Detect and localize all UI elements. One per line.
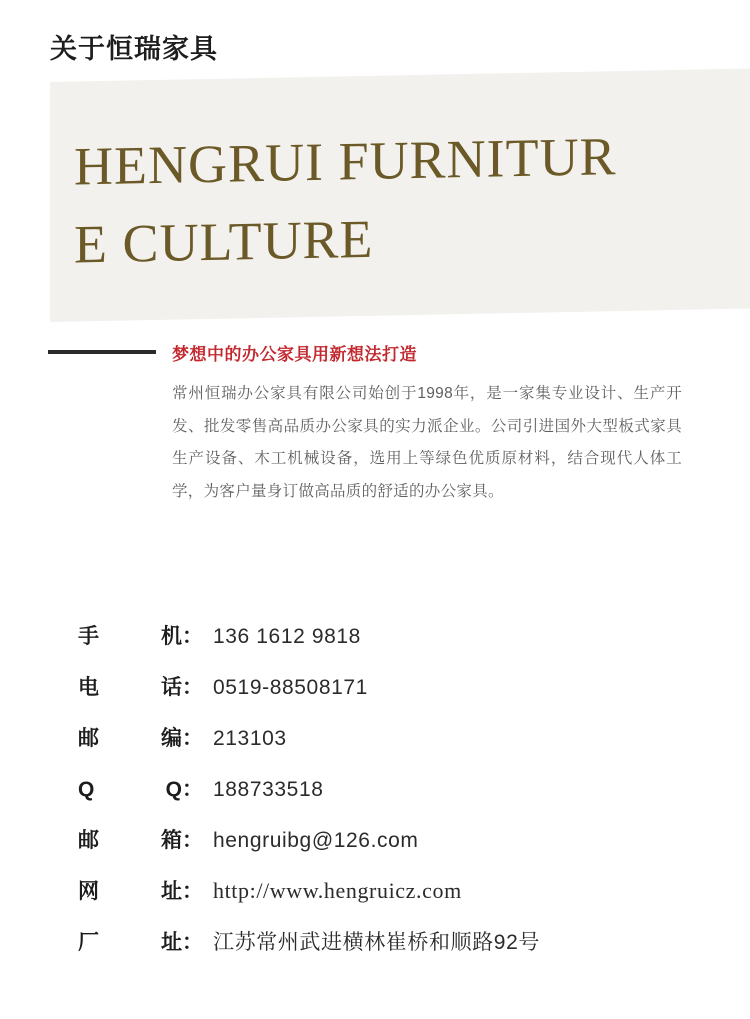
contact-label-mobile <box>78 620 182 650</box>
contact-value-address: 江苏常州武进横林崔桥和顺路92号 <box>213 931 540 954</box>
contact-value-postcode: 213103 <box>213 727 287 750</box>
contact-label-postcode <box>78 722 182 752</box>
contact-label-phone <box>78 671 182 701</box>
contact-colon-postcode: ： <box>182 727 203 750</box>
contact-label-qq <box>78 778 182 802</box>
contact-label-email <box>78 824 182 854</box>
contact-label-website <box>78 875 182 905</box>
contact-row-phone <box>78 671 718 701</box>
divider-rule <box>48 350 156 354</box>
culture-banner-content <box>50 83 710 316</box>
contact-row-address <box>78 926 718 956</box>
contact-colon-website: ： <box>182 880 203 903</box>
contact-list <box>78 620 718 977</box>
contact-label-email-char2: 箱 <box>161 829 182 852</box>
contact-value-qq[interactable]: 188733518 <box>213 778 324 801</box>
contact-value-mobile[interactable]: 136 1612 9818 <box>213 625 361 648</box>
contact-label-postcode-char1: 邮 <box>78 727 99 750</box>
contact-label-address-char2: 址 <box>161 931 182 954</box>
contact-label-qq-char1: Q <box>78 778 95 801</box>
page-title: 关于恒瑞家具 <box>50 34 218 64</box>
company-slogan: 梦想中的办公家具用新想法打造 <box>172 345 417 364</box>
contact-colon-address: ： <box>182 931 203 954</box>
contact-label-address <box>78 926 182 956</box>
contact-row-email <box>78 824 718 854</box>
contact-label-website-char1: 网 <box>78 880 99 903</box>
contact-value-phone[interactable]: 0519-88508171 <box>213 676 368 699</box>
contact-colon-qq: ： <box>182 778 203 801</box>
company-introduction: 常州恒瑞办公家具有限公司始创于1998年，是一家集专业设计、生产开发、批发零售高品质办公家具的实力派企业。公司引进国外大型板式家具生产设备、木工机械设备，选用上等绿色优质原材料，结合现代人体工学，为客户量身订做高品质的舒适的办公家具。 <box>172 385 682 500</box>
contact-row-website <box>78 875 718 905</box>
contact-row-postcode <box>78 722 718 752</box>
contact-label-mobile-char2: 机 <box>161 625 182 648</box>
contact-label-mobile-char1: 手 <box>78 625 99 648</box>
contact-label-email-char1: 邮 <box>78 829 99 852</box>
contact-label-website-char2: 址 <box>161 880 182 903</box>
contact-label-phone-char1: 电 <box>78 676 99 699</box>
contact-colon-email: ： <box>182 829 203 852</box>
contact-label-phone-char2: 话 <box>161 676 182 699</box>
contact-label-address-char1: 厂 <box>78 931 99 954</box>
contact-label-postcode-char2: 编 <box>161 727 182 750</box>
contact-value-website[interactable]: http://www.hengruicz.com <box>213 878 462 903</box>
contact-colon-mobile: ： <box>182 625 203 648</box>
contact-colon-phone: ： <box>182 676 203 699</box>
contact-label-qq-char2: Q <box>165 778 182 801</box>
culture-banner-title: HENGRUI FURNITURE CULTURE <box>74 125 617 275</box>
contact-row-mobile <box>78 620 718 650</box>
contact-row-qq <box>78 773 718 803</box>
contact-value-email[interactable]: hengruibg@126.com <box>213 829 419 852</box>
